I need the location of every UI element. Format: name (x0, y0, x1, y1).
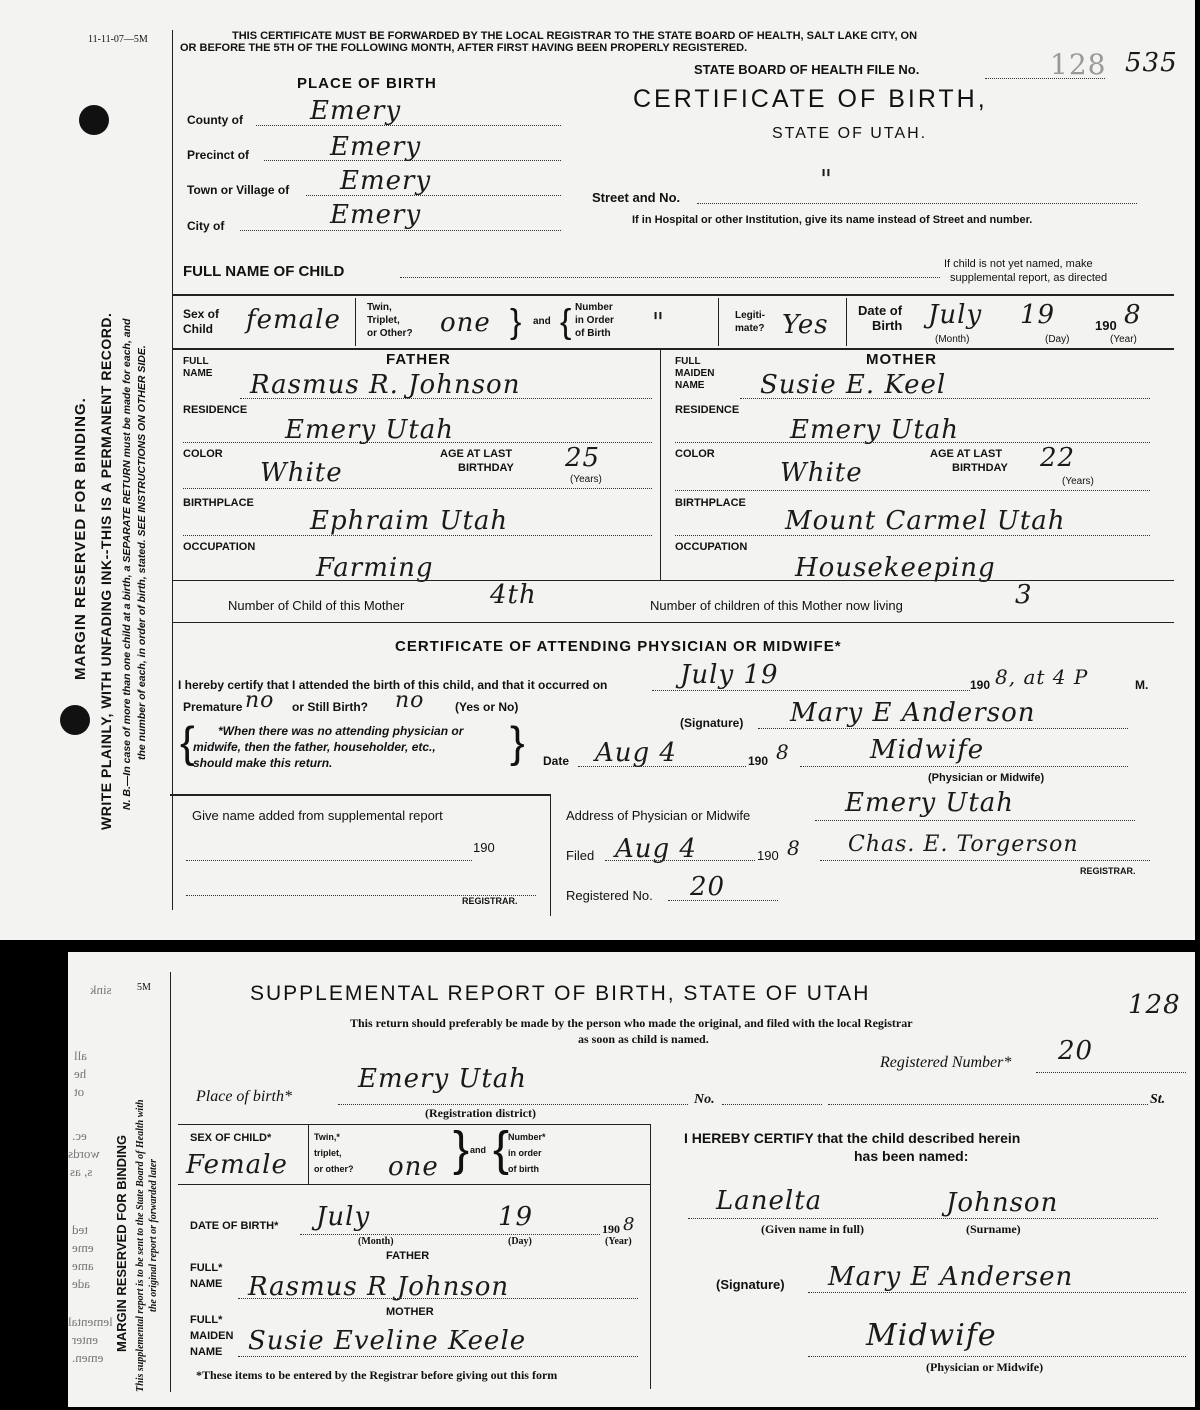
father-age[interactable]: 25 (565, 443, 601, 473)
margin-note-line1: N. B.—In case of more than one child at a birth, a SEPARATE RETURN must be made for each, and (121, 318, 133, 810)
supplement-place-value[interactable]: Emery Utah (358, 1064, 528, 1094)
supplement-dob-day[interactable]: 19 (498, 1202, 534, 1232)
date-value[interactable]: Aug 4 (595, 738, 677, 768)
file-no-label: STATE BOARD OF HEALTH FILE No. (694, 62, 920, 77)
father-color[interactable]: White (260, 458, 343, 488)
supplement-certify-1: I HEREBY CERTIFY that the child described herein (684, 1130, 1021, 1146)
supplement-order-label: of birth (508, 1164, 539, 1174)
supplement-registered-value[interactable]: 20 (1058, 1036, 1094, 1066)
father-heading: FATHER (386, 351, 451, 368)
mother-birthplace-label: BIRTHPLACE (675, 497, 746, 509)
supplement-mother-name-label: NAME (190, 1346, 223, 1358)
dob-month[interactable]: July (928, 300, 983, 330)
precinct-value[interactable]: Emery (330, 132, 422, 162)
dob-day[interactable]: 19 (1020, 300, 1056, 330)
supplement-footnote: *These items to be entered by the Registrar before giving out this form (196, 1368, 558, 1382)
margin-rule (172, 30, 173, 910)
unnamed-note-2: supplemental report, as directed (950, 272, 1108, 284)
place-of-birth-heading: PLACE OF BIRTH (297, 75, 437, 92)
father-residence[interactable]: Emery Utah (285, 415, 455, 445)
supplement-father-name-label: NAME (190, 1278, 223, 1290)
living-value[interactable]: 3 (1015, 580, 1033, 610)
father-birthplace[interactable]: Ephraim Utah (310, 506, 509, 536)
supplement-mother-name[interactable]: Susie Eveline Keele (248, 1326, 527, 1356)
city-value[interactable]: Emery (330, 200, 422, 230)
supplement-margin-text: MARGIN RESERVED FOR BINDING (114, 1134, 129, 1352)
father-age-label: BIRTHDAY (458, 462, 514, 474)
attending-note-3: should make this return. (193, 756, 333, 770)
supplement-margin-note-1: This supplemental report is to be sent to the State Board of Health with (135, 1099, 146, 1392)
town-label: Town or Village of (187, 183, 290, 197)
supplement-signature-value[interactable]: Mary E Andersen (828, 1262, 1074, 1292)
father-residence-label: RESIDENCE (183, 404, 248, 416)
margin-note-line2: the number of each, in order of birth, stated. SEE INSTRUCTIONS ON OTHER SIDE. (136, 345, 148, 760)
mother-residence-label: RESIDENCE (675, 404, 740, 416)
mother-occupation-label: OCCUPATION (675, 541, 748, 553)
dob-label: Birth (872, 318, 903, 333)
street-label: Street and No. (592, 190, 681, 205)
mother-age[interactable]: 22 (1040, 443, 1076, 473)
address-value[interactable]: Emery Utah (845, 788, 1015, 818)
supplement-twin-value[interactable]: one (388, 1152, 439, 1182)
supplement-number-mark[interactable]: 128 (1128, 990, 1181, 1020)
filed-label: Filed (566, 848, 595, 863)
attending-note-2: midwife, then the father, householder, etc., (193, 740, 436, 754)
child-number-label: Number of Child of this Mother (228, 598, 405, 613)
binding-hole-top (79, 105, 109, 135)
filed-year[interactable]: 8 (787, 836, 801, 860)
street-value[interactable]: " (820, 165, 833, 195)
twin-label: or Other? (367, 328, 413, 339)
supplement-surname[interactable]: Johnson (946, 1188, 1059, 1218)
town-value[interactable]: Emery (340, 166, 432, 196)
margin-binding-text: MARGIN RESERVED FOR BINDING. (72, 397, 89, 680)
file-no-extra: 535 (1125, 48, 1178, 78)
supplement-no-label: No. (694, 1092, 715, 1107)
attending-heading: CERTIFICATE OF ATTENDING PHYSICIAN OR MIDWIFE* (395, 638, 842, 655)
twin-value[interactable]: one (440, 308, 491, 338)
supplement-intro-1: This return should preferably be made by the person who made the original, and filed with the local Registrar (350, 1016, 913, 1030)
mother-name[interactable]: Susie E. Keel (760, 370, 947, 400)
certificate-subtitle: STATE OF UTAH. (772, 125, 928, 142)
mother-age-label: BIRTHDAY (952, 462, 1008, 474)
mother-heading: MOTHER (866, 351, 937, 368)
mother-color-label: COLOR (675, 448, 715, 460)
full-name-label: FULL NAME OF CHILD (183, 263, 345, 280)
form-code: 11-11-07—5M (88, 34, 148, 45)
supplement-mother-heading: MOTHER (386, 1306, 434, 1318)
sex-value[interactable]: female (246, 305, 341, 335)
certificate-title: CERTIFICATE OF BIRTH, (633, 85, 988, 113)
attendant-title[interactable]: Midwife (870, 735, 985, 765)
dob-year[interactable]: 8 (1124, 300, 1142, 330)
attending-note-1: *When there was no attending physician or (218, 724, 464, 738)
supplement-st-label: St. (1150, 1092, 1166, 1107)
supplement-registered-label: Registered Number* (880, 1054, 1012, 1071)
hospital-note: If in Hospital or other Institution, give its name instead of Street and number. (632, 214, 1033, 226)
occurred-year-time[interactable]: 8, at 4 P (995, 665, 1089, 689)
notice-line-2: OR BEFORE THE 5TH OF THE FOLLOWING MONTH, AFTER FIRST HAVING BEEN PROPERLY REGISTERED. (180, 42, 748, 54)
registered-no-value[interactable]: 20 (690, 872, 726, 902)
mother-name-label: NAME (675, 380, 705, 391)
supplement-title: SUPPLEMENTAL REPORT OF BIRTH, STATE OF UTAH (250, 982, 871, 1005)
sex-label: Sex of (183, 307, 220, 321)
date-year[interactable]: 8 (776, 740, 790, 764)
certify-text: I hereby certify that I attended the birth of this child, and that it occurred on (178, 678, 608, 692)
supplement-sex-label: SEX OF CHILD* (190, 1132, 272, 1144)
supplement-dob-month[interactable]: July (316, 1202, 371, 1232)
bleed-through-text: sink all he ot ec. words s, as ted eme ame ade lemental enter emen. (68, 982, 113, 1365)
father-color-label: COLOR (183, 448, 223, 460)
supplement-signature-label: (Signature) (716, 1277, 785, 1292)
living-label: Number of children of this Mother now living (650, 598, 903, 613)
still-birth-label: or Still Birth? (292, 700, 368, 714)
binding-hole-bottom (60, 705, 90, 735)
still-birth-value[interactable]: no (395, 688, 425, 713)
county-label: County of (187, 113, 243, 127)
filed-value[interactable]: Aug 4 (615, 834, 697, 864)
notice-line-1: THIS CERTIFICATE MUST BE FORWARDED BY THE LOCAL REGISTRAR TO THE STATE BOARD OF HEALTH, SALT LAKE CITY, ON (232, 30, 918, 42)
legitimate-label: mate? (735, 323, 765, 334)
give-name-label: Give name added from supplemental report (192, 808, 443, 823)
mother-residence[interactable]: Emery Utah (790, 415, 960, 445)
signature-label: (Signature) (680, 716, 744, 730)
supplement-certify-2: has been named: (854, 1148, 969, 1164)
father-name-label: NAME (183, 368, 213, 379)
mother-color[interactable]: White (780, 458, 863, 488)
supplement-margin-note-2: the original report or forwarded later (148, 1158, 159, 1312)
supplemental-report: 5M sink all he ot ec. words s, as ted eme ame ade lemental enter emen. MARGIN RESERVED FOR BINDING This supplemental report is to be sent to the State Board of Health with the original report or forwarded later SUPPLEMENTAL REPORT OF BIRTH, STATE OF UTAH 128 This return should preferably be made by the person who made the original, and filed with the local Registrar as soon as child is named. Registered Number* 20 Place of birth* Emery Utah (Registration district) No. St. SEX OF CHILD* Female Twin,* triplet, or other? one } and { Number* in order of birth DATE OF BIRTH* July (Month) 19 (Day) 190 8 (Year) FATHER FULL* NAME Rasmus R Johnson MOTHER FULL* MAIDEN NAME Susie Eveline Keele *These items to be entered by the Registrar before giving out this form I HEREBY CERTIFY that the child described herein has been named: Lanelta Johnson (Given name in full) (Surname) (Signature) Mary E Andersen Midwife (Physician or Midwife) (68, 952, 1195, 1407)
margin-permanent-record-text: WRITE PLAINLY, WITH UNFADING INK--THIS IS A PERMANENT RECORD. (98, 312, 114, 830)
occurred-date[interactable]: July 19 (680, 660, 779, 690)
supplement-father-name[interactable]: Rasmus R Johnson (248, 1272, 510, 1302)
father-birthplace-label: BIRTHPLACE (183, 497, 254, 509)
registered-no-label: Registered No. (566, 888, 653, 903)
father-occupation-label: OCCUPATION (183, 541, 256, 553)
supplement-father-heading: FATHER (386, 1250, 430, 1262)
county-value[interactable]: Emery (310, 96, 402, 126)
order-label: of Birth (575, 328, 611, 339)
supplement-sex-value[interactable]: Female (186, 1150, 288, 1180)
precinct-label: Precinct of (187, 148, 250, 162)
supplement-place-label: Place of birth* (196, 1088, 292, 1105)
father-name[interactable]: Rasmus R. Johnson (250, 370, 521, 400)
supplement-intro-2: as soon as child is named. (578, 1032, 709, 1046)
mother-birthplace[interactable]: Mount Carmel Utah (785, 506, 1066, 536)
supplement-dob-year[interactable]: 8 (623, 1214, 636, 1235)
file-no-value: 128 (1050, 48, 1107, 81)
supplement-corner-code: 5M (137, 982, 151, 993)
unnamed-note-1: If child is not yet named, make (944, 258, 1093, 270)
date-label: Date (543, 754, 570, 768)
supplement-twin-label: or other? (314, 1164, 354, 1174)
order-value[interactable]: " (652, 308, 665, 338)
certificate-of-birth: 11-11-07—5M MARGIN RESERVED FOR BINDING. WRITE PLAINLY, WITH UNFADING INK--THIS IS A PERMANENT RECORD. N. B.—In case of more than one child at a birth, a SEPARATE RETURN must be made for each, and the number of each, in order of birth, stated. SEE INSTRUCTIONS ON OTHER SIDE. THIS CERTIFICATE MUST BE FORWARDED BY THE LOCAL REGISTRAR TO THE STATE BOARD OF HEALTH, SALT LAKE CITY, ON OR BEFORE THE 5TH OF THE FOLLOWING MONTH, AFTER FIRST HAVING BEEN PROPERLY REGISTERED. STATE BOARD OF HEALTH FILE No. 128 535 CERTIFICATE OF BIRTH, STATE OF UTAH. PLACE OF BIRTH County of Emery Precinct of Emery Town or Village of Emery City of Emery Street and No. " If in Hospital or other Institution, give its name instead of Street and number. FULL NAME OF CHILD If child is not yet named, make supplemental report, as directed Sex of Child female Twin, Triplet, or Other? one } and { Number in Order of Birth " Legiti- mate? Yes Date of Birth July 19 190 8 (Month) (Day) (Year) FULL NAME FATHER Rasmus R. Johnson FULL MAIDEN NAME MOTHER Susie E. Keel RESIDENCE Emery Utah RESIDENCE Emery Utah COLOR White AGE AT LAST BIRTHDAY 25 (Years) COLOR White AGE AT LAST BIRTHDAY 22 (Years) BIRTHPLACE Ephraim Utah BIRTHPLACE Mount Carmel Utah OCCUPATION Farming OCCUPATION Housekeeping Number of Child of this Mother 4th Number of children of this Mother now living 3 CERTIFICATE OF ATTENDING PHYSICIAN OR MIDWIFE* I hereby certify that I attended the birth of this child, and that it occurred on July 19 190 8, at 4 P M. Premature no or Still Birth? no (Yes or No) { *When there was no attending physician or midwife, then the father, householder, etc., should make this return. } (Signature) Mary E Anderson Date Aug 4 190 8 Midwife (Physician or Midwife) Give name added from supplemental report 190 REGISTRAR. Address of Physician or Midwife Emery Utah Filed Aug 4 190 8 Chas. E. Torgerson REGISTRAR. Registered No. 20 (0, 0, 1195, 940)
mother-occupation[interactable]: Housekeeping (795, 553, 996, 583)
supplement-dob-label: DATE OF BIRTH* (190, 1220, 279, 1232)
legitimate-value[interactable]: Yes (782, 310, 829, 340)
registrar-signature[interactable]: Chas. E. Torgerson (848, 832, 1079, 857)
father-occupation[interactable]: Farming (316, 553, 434, 583)
signature-value[interactable]: Mary E Anderson (790, 698, 1036, 728)
child-number-value[interactable]: 4th (490, 580, 537, 610)
city-label: City of (187, 219, 225, 233)
supplement-given-name[interactable]: Lanelta (716, 1186, 823, 1216)
premature-value[interactable]: no (245, 688, 275, 713)
address-label: Address of Physician or Midwife (566, 808, 751, 823)
premature-label: Premature (183, 700, 243, 714)
supplement-attendant-title[interactable]: Midwife (866, 1318, 997, 1353)
